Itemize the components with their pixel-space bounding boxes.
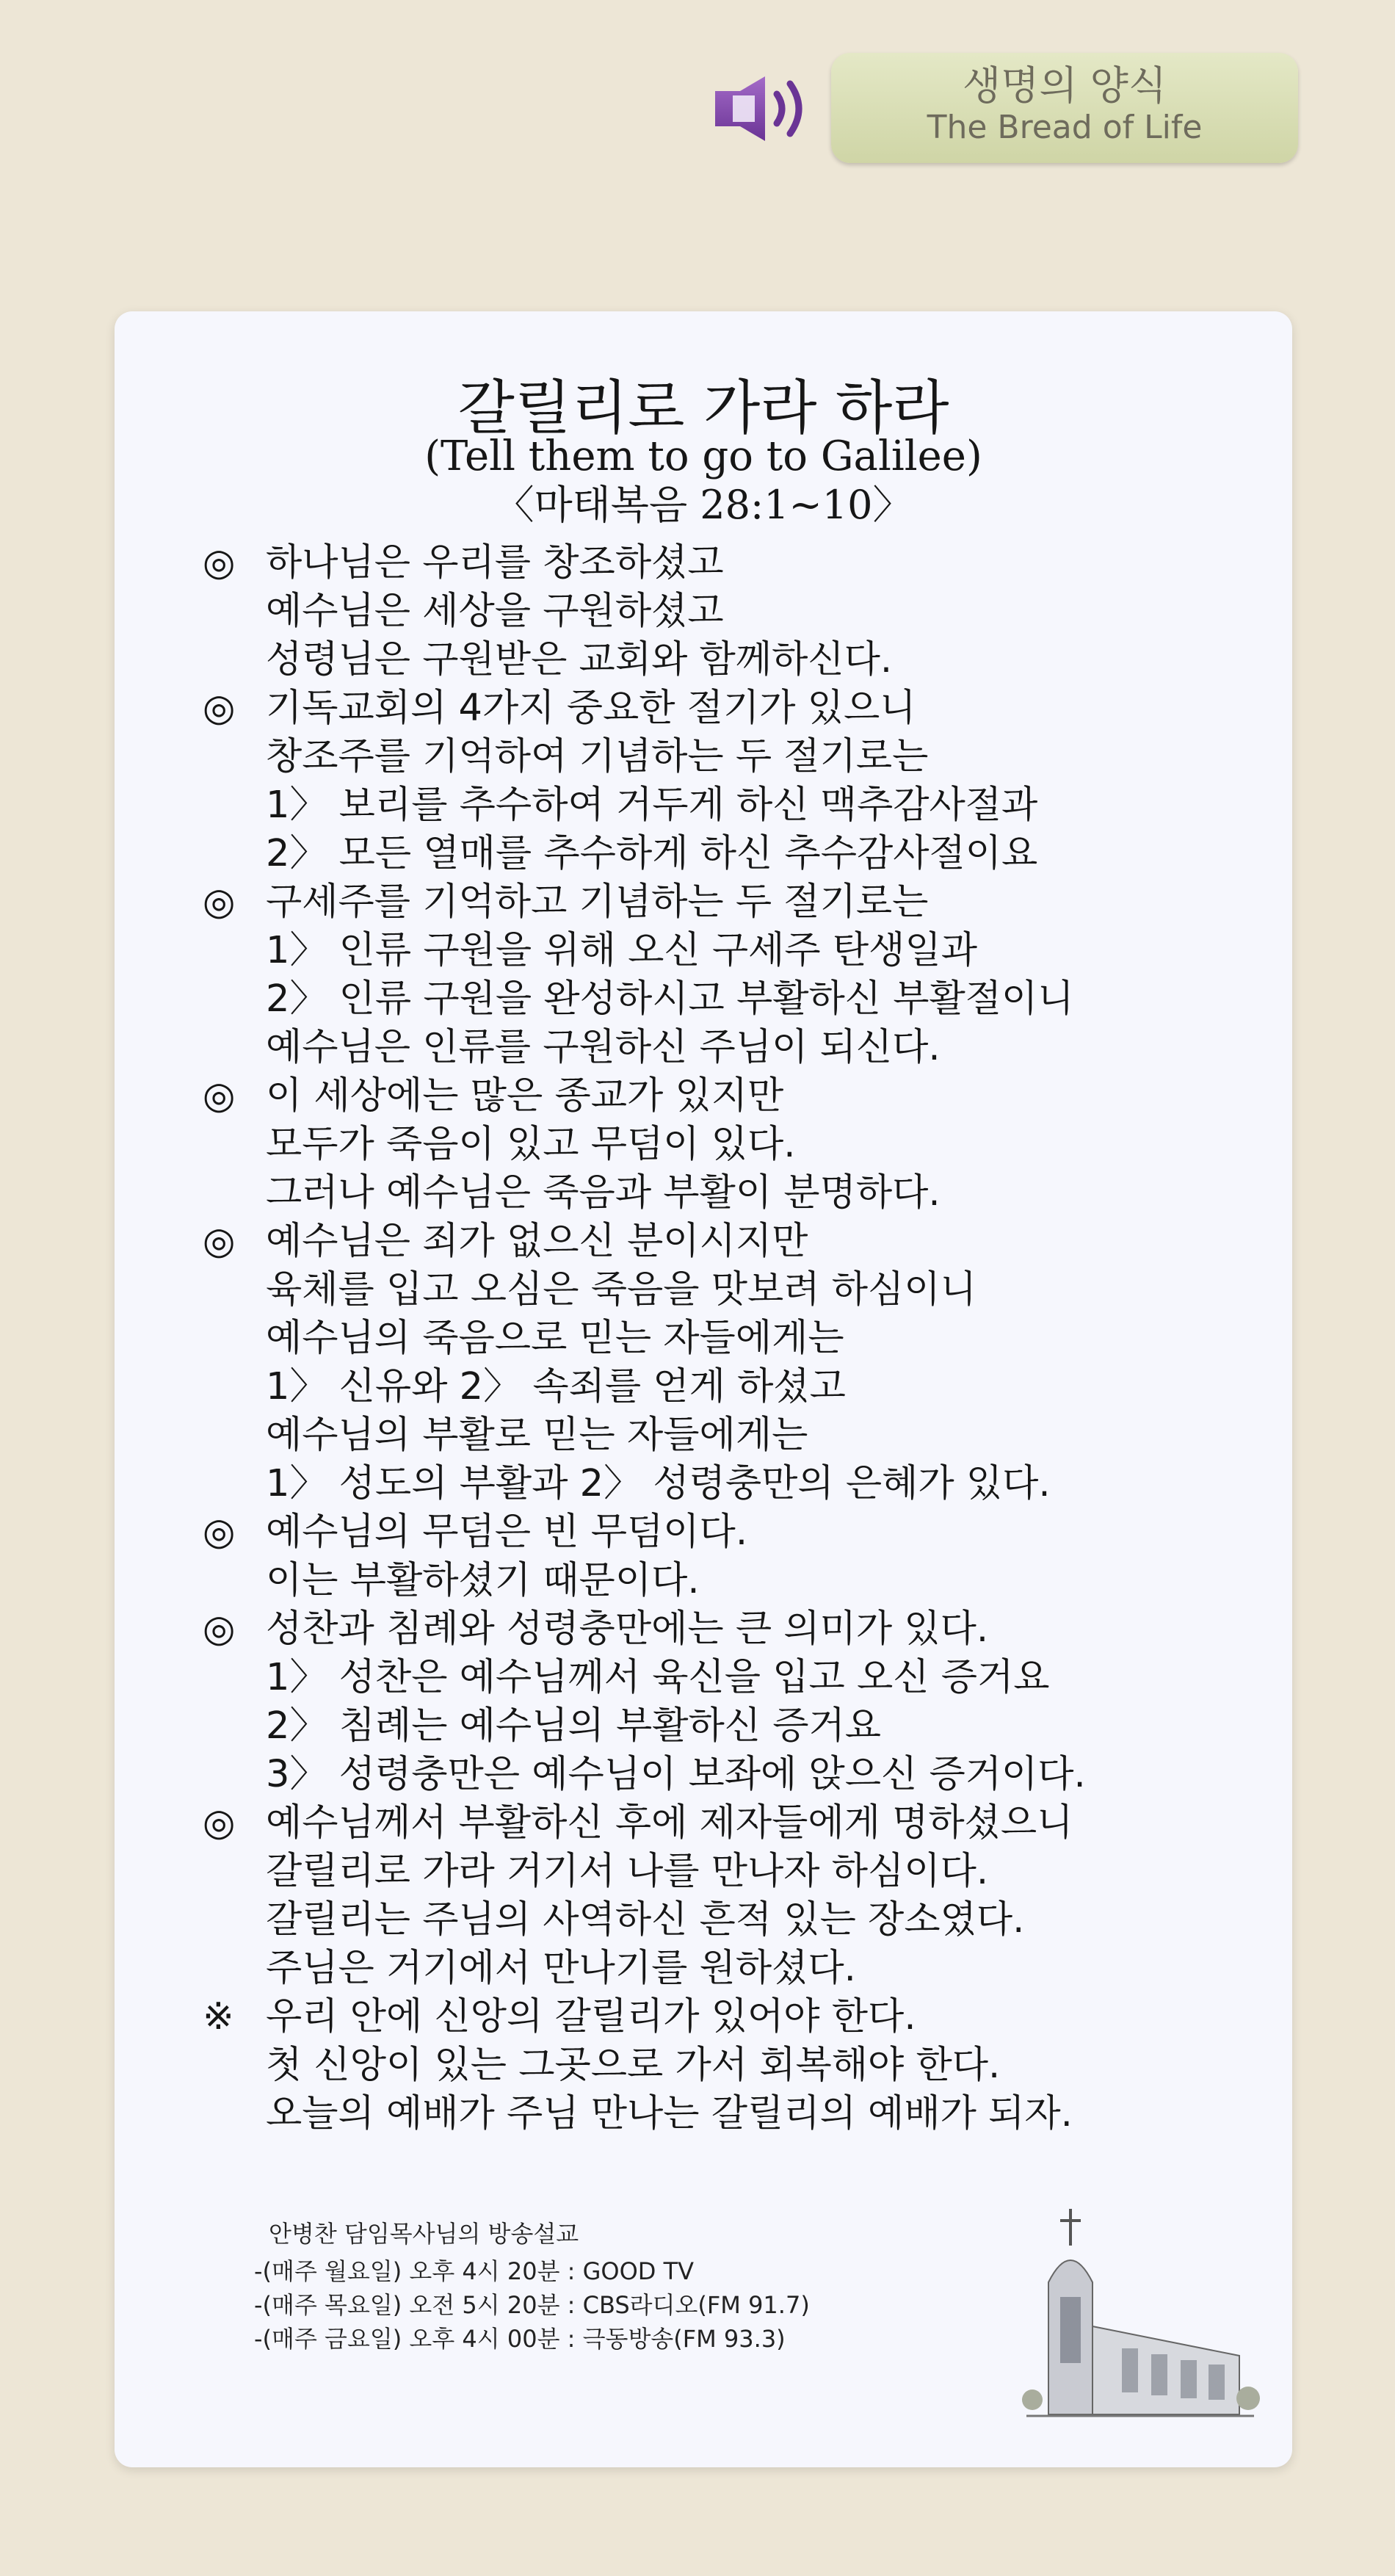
point-line: 예수님의 죽음으로 믿는 자들에게는 bbox=[266, 1317, 844, 1360]
point-line: 기독교회의 4가지 중요한 절기가 있으니 bbox=[266, 687, 916, 730]
point-body bbox=[266, 1799, 1073, 1993]
sermon-point bbox=[203, 1605, 1275, 1799]
point-line: 그러나 예수님은 죽음과 부활이 분명하다. bbox=[266, 1171, 941, 1215]
brand-title-korean: 생명의 양식 bbox=[963, 62, 1167, 109]
sermon-point bbox=[203, 1072, 1275, 1218]
point-line: 1〉 성도의 부활과 2〉 성령충만의 은혜가 있다. bbox=[266, 1462, 1051, 1505]
broadcast-schedule-row: -(매주 금요일) 오후 4시 00분 : 극동방송(FM 93.3) bbox=[254, 2325, 786, 2353]
point-line: 구세주를 기억하고 기념하는 두 절기로는 bbox=[266, 880, 929, 924]
point-line: 3〉 성령충만은 예수님이 보좌에 앉으신 증거이다. bbox=[266, 1753, 1086, 1796]
point-body bbox=[266, 1072, 941, 1218]
sermon-point bbox=[203, 878, 1275, 1072]
point-line: 2〉 모든 열매를 추수하게 하신 추수감사절이요 bbox=[266, 832, 1038, 875]
sermon-card bbox=[115, 311, 1292, 2467]
sermon-point bbox=[203, 1993, 1275, 2138]
point-bullet-icon: ◎ bbox=[203, 1074, 236, 1118]
point-line: 창조주를 기억하여 기념하는 두 절기로는 bbox=[266, 735, 929, 778]
point-body bbox=[266, 878, 1074, 1072]
point-line: 성령님은 구원받은 교회와 함께하신다. bbox=[266, 638, 893, 681]
point-line: 우리 안에 신앙의 갈릴리가 있어야 한다. bbox=[266, 1995, 916, 2038]
point-body bbox=[266, 684, 1037, 878]
sermon-subtitle: (Tell them to go to Galilee) bbox=[424, 433, 982, 480]
point-bullet-icon: ◎ bbox=[203, 1801, 236, 1845]
point-body bbox=[266, 539, 892, 684]
broadcast-header: 안병찬 담임목사님의 방송설교 bbox=[269, 2220, 579, 2248]
point-line: 예수님은 세상을 구원하셨고 bbox=[266, 590, 724, 633]
point-bullet-icon: ◎ bbox=[203, 1220, 236, 1263]
point-line: 이 세상에는 많은 종교가 있지만 bbox=[266, 1074, 784, 1118]
point-line: 예수님의 무덤은 빈 무덤이다. bbox=[266, 1510, 748, 1554]
point-line: 1〉 신유와 2〉 속죄를 얻게 하셨고 bbox=[266, 1365, 846, 1408]
point-line: 예수님의 부활로 믿는 자들에게는 bbox=[266, 1414, 808, 1457]
point-line: 예수님은 인류를 구원하신 주님이 되신다. bbox=[266, 1026, 941, 1069]
point-bullet-icon: ◎ bbox=[203, 541, 236, 585]
point-body bbox=[266, 1605, 1086, 1799]
sermon-point bbox=[203, 684, 1275, 878]
point-bullet-icon: ◎ bbox=[203, 1607, 236, 1651]
point-line: 모두가 죽음이 있고 무덤이 있다. bbox=[266, 1123, 796, 1166]
point-line: 주님은 거기에서 만나기를 원하셨다. bbox=[266, 1947, 856, 1990]
scripture-reference: 〈마태복음 28:1~10〉 bbox=[494, 482, 913, 528]
point-body bbox=[266, 1218, 1051, 1508]
point-line: 1〉 보리를 추수하여 거두게 하신 맥추감사절과 bbox=[266, 784, 1038, 827]
point-line: 오늘의 예배가 주님 만나는 갈릴리의 예배가 되자. bbox=[266, 2092, 1073, 2135]
broadcast-schedule-row: -(매주 목요일) 오전 5시 20분 : CBS라디오(FM 91.7) bbox=[254, 2291, 810, 2319]
point-bullet-icon: ◎ bbox=[203, 880, 236, 924]
brand-badge bbox=[831, 53, 1298, 163]
sermon-point bbox=[203, 1218, 1275, 1508]
point-bullet-icon: ◎ bbox=[203, 1510, 236, 1554]
church-building-illustration bbox=[1019, 2201, 1261, 2422]
point-body bbox=[266, 1993, 1073, 2138]
point-line: 1〉 성찬은 예수님께서 육신을 입고 오신 증거요 bbox=[266, 1656, 1050, 1699]
point-bullet-icon: ※ bbox=[203, 1995, 234, 2038]
sermon-point bbox=[203, 539, 1275, 684]
point-line: 예수님께서 부활하신 후에 제자들에게 명하셨으니 bbox=[266, 1801, 1073, 1845]
sermon-point bbox=[203, 1508, 1275, 1605]
sermon-point bbox=[203, 1799, 1275, 1993]
point-line: 첫 신앙이 있는 그곳으로 가서 회복해야 한다. bbox=[266, 2044, 1001, 2087]
broadcast-schedule-row: -(매주 월요일) 오후 4시 20분 : GOOD TV bbox=[254, 2257, 695, 2285]
sermon-points bbox=[203, 539, 1275, 2138]
point-line: 하나님은 우리를 창조하셨고 bbox=[266, 541, 724, 585]
point-line: 2〉 인류 구원을 완성하시고 부활하신 부활절이니 bbox=[266, 977, 1074, 1021]
point-body bbox=[266, 1508, 747, 1605]
speaker-audio-icon[interactable] bbox=[711, 72, 821, 145]
point-line: 예수님은 죄가 없으신 분이시지만 bbox=[266, 1220, 808, 1263]
point-bullet-icon: ◎ bbox=[203, 687, 236, 730]
broadcast-info bbox=[254, 2213, 810, 2356]
point-line: 성찬과 침례와 성령충만에는 큰 의미가 있다. bbox=[266, 1607, 989, 1651]
brand-title-english: The Bread of Life bbox=[927, 109, 1203, 146]
point-line: 이는 부활하셨기 때문이다. bbox=[266, 1559, 700, 1602]
point-line: 1〉 인류 구원을 위해 오신 구세주 탄생일과 bbox=[266, 929, 977, 972]
point-line: 육체를 입고 오심은 죽음을 맛보려 하심이니 bbox=[266, 1268, 976, 1311]
point-line: 갈릴리는 주님의 사역하신 흔적 있는 장소였다. bbox=[266, 1898, 1025, 1942]
sermon-title: 갈릴리로 가라 하라 bbox=[457, 374, 949, 442]
point-line: 갈릴리로 가라 거기서 나를 만나자 하심이다. bbox=[266, 1850, 989, 1893]
point-line: 2〉 침례는 예수님의 부활하신 증거요 bbox=[266, 1704, 882, 1748]
